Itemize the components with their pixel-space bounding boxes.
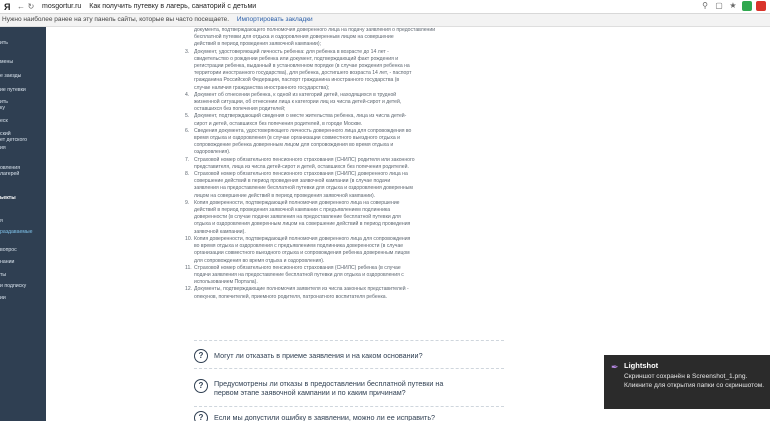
search-icon[interactable]: ⚲: [702, 1, 708, 10]
feather-icon: ✒: [611, 362, 619, 372]
list-number: [185, 149, 194, 156]
document-list-line: [185, 85, 463, 92]
list-number: [185, 294, 194, 301]
document-list-line: [185, 265, 463, 272]
sidebar-item[interactable]: и подписку: [0, 283, 27, 289]
list-number: 9.: [185, 199, 190, 206]
list-number: [185, 207, 194, 214]
list-number: [185, 63, 194, 70]
document-list-line: [185, 185, 463, 192]
sidebar-item[interactable]: вопрос: [0, 247, 17, 253]
list-number: 7.: [185, 156, 190, 163]
list-text: действий в период проведения заявочной кампании с предъявлением подлинника: [194, 207, 391, 214]
list-number: 5.: [185, 113, 190, 120]
list-number: [185, 221, 194, 228]
list-text: Страховой номер обязательного пенсионного страхования (СНИЛС) ребенка (в случае: [194, 264, 401, 271]
list-text: представителя, лица из числа детей-сирот и детей, оставшихся без попечения родителей.: [194, 163, 409, 170]
document-list-line: [185, 77, 463, 84]
list-number: [185, 250, 194, 257]
list-number: [185, 106, 194, 113]
sidebar-item[interactable]: ку: [0, 105, 5, 111]
faq-question[interactable]: Предусмотрены ли отказы в предоставлении бесплатной путевки на первом этапе заявочной кампании и по каким причинам?: [214, 379, 444, 397]
document-list-line: [185, 294, 463, 301]
list-number: [185, 99, 194, 106]
list-number: 8.: [185, 171, 190, 178]
document-list-line: [185, 250, 463, 257]
document-list-line: [185, 236, 463, 243]
list-number: [185, 258, 194, 265]
notification-body[interactable]: Скриншот сохранён в Screenshot_1.png. Кликните для открытия папки со скриншотом.: [624, 373, 765, 389]
bookmarks-hint: Нужно наиболее ранее на эту панель сайты, которые вы часто посещаете.: [2, 16, 230, 23]
sidebar-item[interactable]: нании: [0, 259, 15, 265]
sidebar-item[interactable]: ить: [0, 99, 8, 105]
document-list-line: [185, 41, 463, 48]
sidebar-item[interactable]: ский: [0, 131, 11, 137]
list-number: [185, 41, 194, 48]
document-list-line: [185, 229, 463, 236]
list-text: опекунов, попечителей, приемного родителя, патронатного воспитателя ребенка.: [194, 293, 388, 300]
sidebar-item[interactable]: ие путевки: [0, 87, 26, 93]
sidebar-item[interactable]: еск: [0, 118, 8, 124]
list-text: регистрации ребенка, выданный в установленном порядке (в случае рождения ребенка на: [194, 63, 410, 70]
reader-icon[interactable]: ▢: [715, 1, 723, 10]
faq-item[interactable]: [194, 340, 504, 369]
faq-item[interactable]: [194, 368, 504, 409]
list-text: заявочной кампании).: [194, 228, 246, 235]
document-list-line: [185, 193, 463, 200]
bookmark-star-icon[interactable]: ★: [729, 1, 737, 10]
url-domain[interactable]: mosgortur.ru: [42, 3, 82, 10]
document-list-line: [185, 135, 463, 142]
yandex-logo[interactable]: Я: [4, 1, 11, 12]
list-number: [185, 279, 194, 286]
document-list-line: [185, 272, 463, 279]
document-list-line: [185, 286, 463, 293]
question-icon: ?: [194, 349, 208, 363]
list-text: действий в период проведения заявочной кампании);: [194, 41, 322, 48]
back-icon[interactable]: ←: [17, 2, 25, 11]
document-list-line: [185, 92, 463, 99]
list-number: [185, 229, 194, 236]
list-number: 6.: [185, 127, 190, 134]
sidebar-item[interactable]: овления: [0, 165, 21, 171]
list-text: Страховой номер обязательного пенсионного страхования (СНИЛС) родителя или законного: [194, 156, 415, 163]
list-number: [185, 142, 194, 149]
sidebar-item[interactable]: лагерей: [0, 171, 20, 177]
notification-title: Lightshot: [624, 361, 659, 370]
list-number: 12.: [185, 286, 193, 293]
list-text: оздоровления).: [194, 149, 231, 156]
list-number: [185, 34, 194, 41]
list-text: лицом на совершение действий в период проведения заявочной кампании).: [194, 192, 376, 199]
list-text: время отдыха и оздоровления (в случае организации совместного выездного отдыха и: [194, 135, 400, 142]
list-text: доверенности (в случае подачи заявления на предоставление бесплатной путевки для: [194, 214, 401, 221]
toolbar-right: [700, 1, 766, 11]
list-text: организации совместного выездного отдыха и сопровождения ребенка доверенным лицом: [194, 250, 410, 257]
sidebar-item[interactable]: ьекты: [0, 195, 16, 201]
list-text: сопровождение ребенка доверенным лицом для сопровождения во время отдыха и: [194, 142, 394, 149]
document-list-line: [185, 128, 463, 135]
sidebar-item[interactable]: ии: [0, 295, 6, 301]
list-text: случае наличия гражданства иностранного государства);: [194, 84, 330, 91]
extension-green-icon[interactable]: [742, 1, 752, 11]
faq-item[interactable]: [194, 406, 504, 421]
document-list-line: [185, 49, 463, 56]
faq-question[interactable]: Могут ли отказать в приеме заявления и на каком основании?: [214, 351, 423, 360]
import-bookmarks-link[interactable]: Импортировать закладки: [236, 16, 313, 23]
document-list-line: [185, 113, 463, 120]
document-list-line: [185, 200, 463, 207]
list-text: Документ об отнесении ребенка, к одной из категорий детей, находящихся в трудной: [194, 91, 397, 98]
list-number: [185, 243, 194, 250]
list-number: 4.: [185, 91, 190, 98]
list-text: использованием Портала).: [194, 279, 258, 286]
lightshot-notification[interactable]: [604, 355, 770, 409]
sidebar-item[interactable]: я: [0, 218, 3, 224]
document-list-line: [185, 142, 463, 149]
bookmarks-bar: [0, 14, 770, 27]
list-text: совершение действий в период проведения заявочной кампании (в случае подачи: [194, 178, 391, 185]
list-number: [185, 185, 194, 192]
list-number: [185, 85, 194, 92]
document-list-line: [185, 149, 463, 156]
list-text: оставшихся без попечения родителей;: [194, 106, 286, 113]
list-number: 3.: [185, 48, 190, 55]
sidebar-item[interactable]: ия: [0, 145, 6, 151]
list-text: гражданина Российской Федерации, паспорт гражданина иностранного государства (в: [194, 77, 400, 84]
list-number: 10.: [185, 235, 193, 242]
sidebar-item[interactable]: раздаваемые: [0, 229, 33, 235]
document-list-line: [185, 164, 463, 171]
question-icon: ?: [194, 379, 208, 393]
list-number: [185, 135, 194, 142]
extension-red-icon[interactable]: [756, 1, 766, 11]
list-number: [185, 272, 194, 279]
sidebar: [0, 27, 46, 421]
list-text: Копия доверенности, подтверждающей полномочия доверенного лица для сопровождения: [194, 235, 411, 242]
list-text: сирот и детей, оставшихся без попечения родителей, в городе Москве.: [194, 120, 363, 127]
list-number: [185, 193, 194, 200]
list-number: [185, 178, 194, 185]
question-icon: ?: [194, 411, 208, 421]
list-text: Документ, подтверждающий сведения о месте жительства ребенка, лица из числа детей-: [194, 113, 407, 120]
sidebar-item[interactable]: ет детского: [0, 137, 28, 143]
list-text: Документы, подтверждающие полномочия заявителя из числа законных представителей -: [194, 286, 409, 293]
document-list-line: [185, 258, 463, 265]
list-text: Сведения документа, удостоверяющего личность доверенного лица для сопровождения во: [194, 127, 412, 134]
sidebar-item[interactable]: ить: [0, 40, 8, 46]
document-list-line: [185, 243, 463, 250]
list-text: свидетельство о рождении ребенка или документ, подтверждающий факт рождения и: [194, 55, 399, 62]
browser-address-bar: [0, 0, 770, 14]
document-list-line: [185, 121, 463, 128]
reload-icon[interactable]: ↻: [27, 2, 35, 11]
list-number: [185, 121, 194, 128]
list-text: территории иностранного государства), для ребенка, достигшего возраста 14 лет, - паспорт: [194, 70, 412, 77]
documents-list: [185, 27, 463, 301]
page-title[interactable]: Как получить путевку в лагерь, санаторий с детьми: [89, 3, 257, 10]
list-number: 11.: [185, 264, 192, 271]
list-number: [185, 214, 194, 221]
list-text: Копия доверенности, подтверждающей полномочия доверенного лица на совершение: [194, 199, 400, 206]
list-text: подачи заявления на предоставление бесплатной путевки для отдыха и оздоровления с: [194, 271, 404, 278]
list-text: отдыха и оздоровления доверенным лицом на совершение действий в период проведения: [194, 221, 411, 228]
list-text: для сопровождения во время отдыха и оздоровления).: [194, 257, 325, 264]
list-text: жизненной ситуации, об отнесении лица к категории лиц из числа детей-сирот и детей,: [194, 99, 402, 106]
sidebar-item[interactable]: е заезды: [0, 73, 22, 79]
document-list-line: [185, 56, 463, 63]
document-list-line: [185, 157, 463, 164]
list-text: Страховой номер обязательного пенсионного страхования (СНИЛС) доверенного лица на: [194, 171, 408, 178]
list-number: [185, 70, 194, 77]
list-text: во время отдыха и оздоровления с предъявлением подлинника доверенности (в случае: [194, 243, 404, 250]
list-number: [185, 27, 194, 34]
document-list-line: [185, 221, 463, 228]
list-number: [185, 77, 194, 84]
list-text: документа, подтверждающего полномочия доверенного лица на подачу заявления о предоставлении: [194, 27, 436, 33]
document-list-line: [185, 63, 463, 70]
sidebar-item[interactable]: мены: [0, 59, 14, 65]
list-text: Документ, удостоверяющий личность ребенка: для ребенка в возрасте до 14 лет -: [194, 48, 389, 55]
list-number: [185, 164, 194, 171]
sidebar-item[interactable]: ты: [0, 272, 7, 278]
list-number: [185, 56, 194, 63]
list-text: бесплатной путевки для отдыха и оздоровления доверенным лицом на совершение: [194, 34, 394, 41]
faq-question[interactable]: Если мы допустили ошибку в заявлении, можно ли ее исправить?: [214, 413, 436, 421]
list-text: заявления на предоставление бесплатной путевки для отдыха и оздоровления доверенным: [194, 185, 413, 192]
